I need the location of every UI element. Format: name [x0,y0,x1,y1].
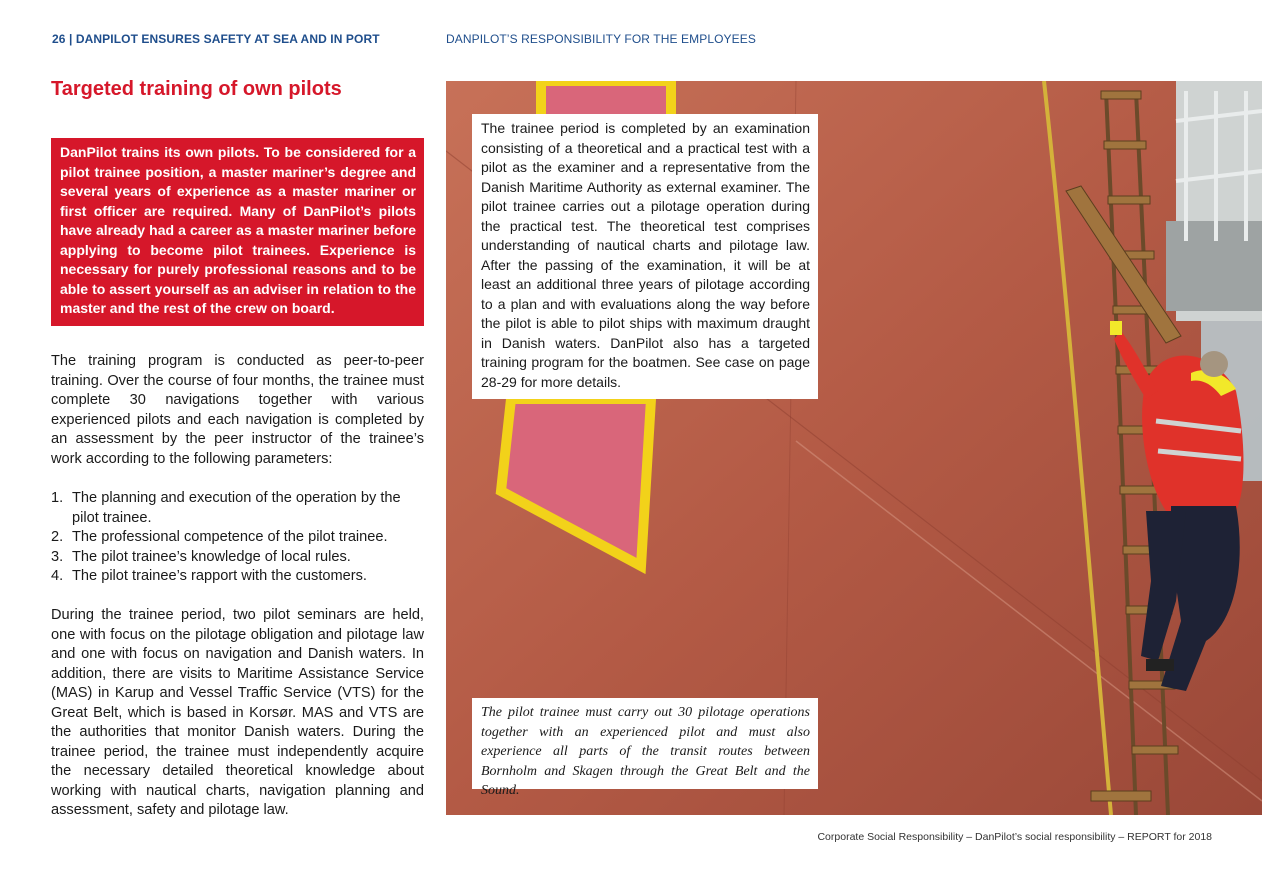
seminars-paragraph: During the trainee period, two pilot seminars are held, one with focus on the pilotage obligation and pilotage law and one with focus on navigation and Danish waters. In addition, there are visits to Maritime Assistance Service (MAS) in Karup and Vessel Traffic Service (VTS) for the Great Belt, which is based in Korsør. MAS and VTS are the authorities that monitor Danish waters. During the trainee period, the trainee must independently acquire the necessary detailed theoretical knowledge about working with nautical charts, navigation planning and assessment, safety and pilotage law. [51,607,424,818]
intro-highlight-box [51,138,424,326]
intro-text: DanPilot trains its own pilots. To be considered for a pilot trainee position, a master mariner’s degree and several years of experience as a master mariner or first officer are required. Many of DanPilot’s pilots have already had a career as a master mariner before applying to become pilot trainees. Experience is necessary for purely professional reasons and to be able to assert yourself as an adviser in relation to the master and the rest of the crew on board. [60,144,416,316]
list-item: 1. The planning and execution of the operation by the pilot trainee. [51,490,401,526]
photo-caption [472,698,818,798]
training-paragraph: The training program is conducted as peer-to-peer training. Over the course of four months, the trainee must complete 30 navigations together with various experienced pilots and each navigation is completed by an assessment by the peer instructor of the trainee’s work according to the following parameters: [51,353,424,467]
examination-info-box [472,114,818,399]
examination-text: The trainee period is completed by an examination consisting of a theoretical and a practical test with a pilot as the examiner and a representative from the Danish Maritime Authority as external examiner. The pilot trainee carries out a pilotage operation during the practical test. The theoretical test comprises understanding of nautical charts and pilotage law. After the passing of the examination, it will be at least an additional three years of pilotage according to a plan and with evaluations along the way before the pilot is able to pilot ships with maximum draught in Danish waters. DanPilot also has a targeted training program for the boatmen. See case on page 28-29 for more details. [481,120,810,390]
assessment-parameters-list [51,489,424,587]
page-header-left: 26 | DANPILOT ENSURES SAFETY AT SEA AND IN PORT [52,32,380,46]
caption-text: The pilot trainee must carry out 30 pilotage operations together with an experienced pilot and must also experience all parts of the transit routes between Bornholm and Skagen through the Great Belt and the Sound. [481,705,810,798]
list-item: 2. The professional competence of the pilot trainee. [51,529,388,545]
page-header-right: DANPILOT’S RESPONSIBILITY FOR THE EMPLOYEES [446,32,756,46]
section-title: Targeted training of own pilots [51,78,342,100]
list-item: 4. The pilot trainee’s rapport with the customers. [51,568,367,584]
page-footer: Corporate Social Responsibility – DanPilot’s social responsibility – REPORT for 2018 [817,831,1212,843]
list-item: 3. The pilot trainee’s knowledge of local rules. [51,548,351,565]
